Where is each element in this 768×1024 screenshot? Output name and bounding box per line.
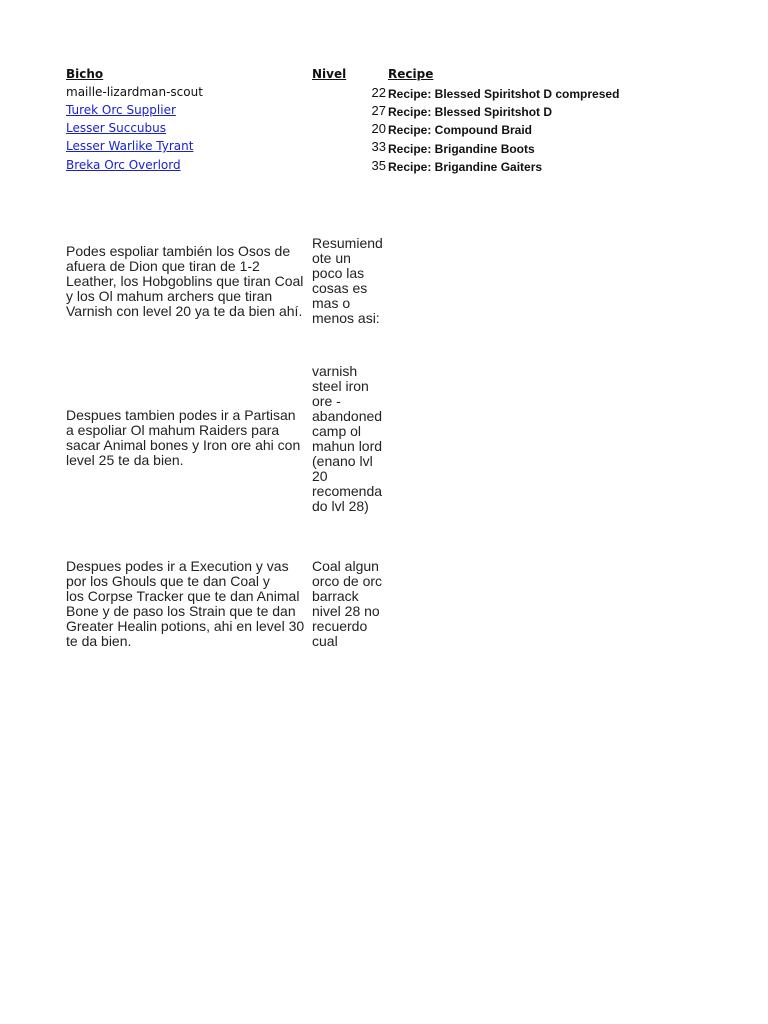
row-nivel: 35 (371, 158, 386, 173)
row-nivel: 22 (371, 85, 386, 100)
row-bicho: maille-lizardman-scout (66, 85, 203, 99)
note-paragraph: Despues tambien podes ir a Partisan a espoliar Ol mahum Raiders para sacar Animal bones y Iron ore ahi con level 25 te da bien. (66, 407, 301, 468)
row-bicho-link[interactable]: Turek Orc Supplier (66, 103, 176, 117)
row-nivel: 33 (371, 139, 386, 154)
header-recipe: Recipe (388, 67, 434, 81)
row-recipe: Recipe: Brigandine Gaiters (388, 160, 543, 174)
row-bicho-link[interactable]: Breka Orc Overlord (66, 158, 181, 172)
note-paragraph: Despues podes ir a Execution y vas por los Ghouls que te dan Coal y los Corpse Tracker que te dan Animal Bone y de paso los Strain que te dan Greater Healin potions, ahi en level 30 te da bien. (66, 558, 305, 649)
row-bicho-link[interactable]: Lesser Warlike Tyrant (66, 139, 194, 153)
row-nivel: 27 (371, 103, 386, 118)
row-recipe: Recipe: Blessed Spiritshot D (388, 105, 553, 119)
row-nivel: 20 (371, 121, 386, 136)
row-bicho-link[interactable]: Lesser Succubus (66, 121, 166, 135)
header-nivel: Nivel (312, 67, 347, 81)
row-recipe: Recipe: Compound Braid (388, 123, 533, 137)
row-recipe: Recipe: Brigandine Boots (388, 142, 535, 156)
note-summary: varnish steel iron ore - abandoned camp ol mahun lord (enano lvl 20 recomenda do lvl 28) (312, 363, 383, 514)
header-bicho: Bicho (66, 67, 104, 81)
note-summary: Coal algun orco de orc barrack nivel 28 no recuerdo cual (312, 558, 383, 649)
note-paragraph: Podes espoliar también los Osos de afuera de Dion que tiran de 1-2 Leather, los Hobgoblins que tiran Coal y los Ol mahum archers que tiran Varnish con level 20 ya te da bien ahí. (66, 243, 304, 319)
row-recipe: Recipe: Blessed Spiritshot D compresed (388, 87, 620, 101)
note-summary: Resumiend ote un poco las cosas es mas o menos asi: (312, 235, 383, 326)
